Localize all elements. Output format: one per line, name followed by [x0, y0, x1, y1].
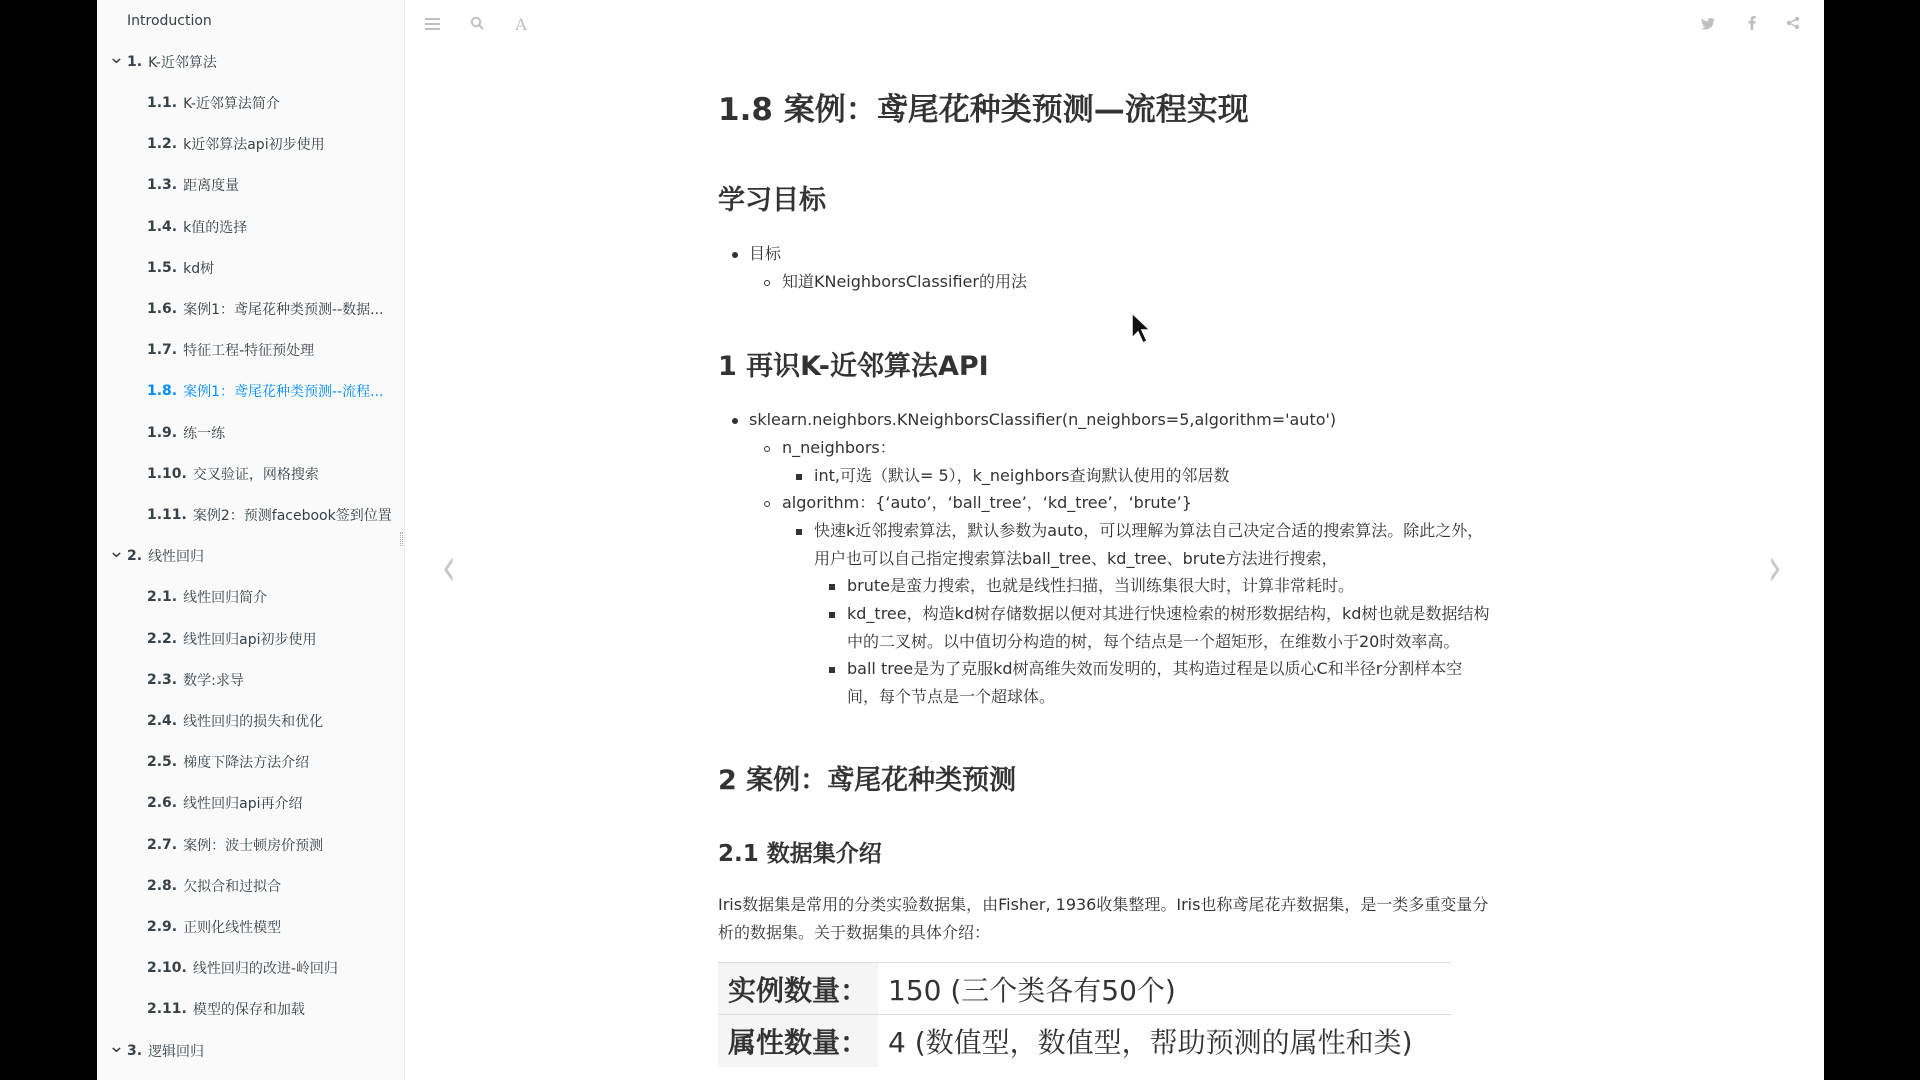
bullet	[829, 584, 835, 590]
sidebar-item-number: 1.10.	[147, 465, 187, 482]
table-key-cell: 实例数量：	[718, 963, 878, 1015]
page-title: 1.8 案例：鸢尾花种类预测—流程实现	[718, 92, 1249, 128]
heading-api: 1 再识K-近邻算法API	[718, 351, 989, 382]
twitter-icon[interactable]	[1699, 16, 1717, 34]
sidebar-item-number: 1.4.	[147, 218, 178, 235]
sidebar-item[interactable]	[97, 783, 405, 824]
sidebar-item[interactable]	[97, 618, 405, 659]
bullet	[796, 474, 802, 480]
param-n-neighbors-desc: int,可选（默认= 5），k_neighbors查询默认使用的邻居数	[814, 466, 1230, 485]
sidebar-item[interactable]	[97, 0, 405, 41]
sidebar-item-label: 线性回归api初步使用	[183, 631, 317, 648]
table-row	[718, 963, 1451, 1015]
chevron-down-icon[interactable]: ⌄	[108, 46, 125, 68]
sidebar-item-number: 2.	[127, 548, 143, 565]
sidebar-item[interactable]	[97, 659, 405, 700]
sidebar-item-number: 2.9.	[147, 918, 178, 935]
menu-icon[interactable]	[423, 16, 441, 34]
sidebar-item-number: 1.3.	[147, 177, 178, 194]
dataset-paragraph-line1: Iris数据集是常用的分类实验数据集，由Fisher, 1936收集整理。Iris也称鸢尾花卉数据集，是一类多重变量分	[718, 895, 1489, 914]
sidebar-item-label: K-近邻算法简介	[183, 95, 280, 112]
heading-case: 2 案例：鸢尾花种类预测	[718, 765, 1017, 796]
api-signature: sklearn.neighbors.KNeighborsClassifier(n_neighbors=5,algorithm='auto')	[749, 410, 1337, 429]
sidebar-item-number: 1.8.	[147, 383, 178, 400]
search-icon[interactable]	[468, 16, 486, 34]
sidebar-item-label: 案例1：鸢尾花种类预测--数据...	[183, 301, 384, 318]
sidebar-item-label: 线性回归api再介绍	[183, 796, 303, 813]
bullet	[796, 529, 802, 535]
sidebar-item-number: 1.6.	[147, 300, 178, 317]
sidebar-item-number: 1.11.	[147, 506, 187, 523]
sidebar-item-label: 练一练	[183, 425, 226, 442]
sidebar-item[interactable]	[97, 82, 405, 123]
sidebar-item-label: 案例2：预测facebook签到位置	[192, 507, 392, 524]
goal-item: 知道KNeighborsClassifier的用法	[782, 272, 1027, 291]
sidebar-item-label: 正则化线性模型	[183, 919, 282, 936]
sidebar-item-number: 2.11.	[147, 1001, 187, 1018]
chevron-down-icon[interactable]: ⌄	[108, 1035, 125, 1057]
sidebar-item-label: 案例：波士顿房价预测	[183, 837, 324, 854]
sidebar-item-label: 梯度下降法方法介绍	[183, 755, 310, 772]
param-n-neighbors: n_neighbors：	[782, 438, 896, 457]
param-algorithm: algorithm：{‘auto’，‘ball_tree’，‘kd_tree’，‘brute’}	[782, 493, 1192, 512]
prev-page-icon[interactable]: ‹	[442, 536, 456, 600]
sidebar-item[interactable]	[97, 577, 405, 618]
sidebar-item[interactable]	[97, 906, 405, 947]
sidebar-item-label: 案例1：鸢尾花种类预测--流程...	[183, 384, 384, 401]
sidebar-item[interactable]	[97, 330, 405, 371]
sidebar-chapter[interactable]	[97, 1030, 405, 1071]
sidebar-item-number: 3.	[127, 1042, 143, 1059]
sidebar-item[interactable]	[97, 165, 405, 206]
font-settings-icon[interactable]: A	[515, 15, 527, 34]
sidebar-item-label: 交叉验证，网格搜索	[192, 466, 319, 483]
sidebar-item[interactable]	[97, 742, 405, 783]
book-window	[97, 0, 1824, 1080]
bullet	[764, 501, 770, 507]
sidebar-item-number: 1.2.	[147, 136, 178, 153]
sidebar-item-number: 1.	[127, 53, 143, 70]
sidebar-item-label: 线性回归简介	[183, 590, 268, 607]
sidebar-item-label: 逻辑回归	[148, 1043, 205, 1060]
sidebar-item-label: 模型的保存和加载	[192, 1002, 305, 1019]
next-page-icon[interactable]: ›	[1768, 536, 1782, 600]
ball-tree-desc-line1: ball tree是为了克服kd树高维失效而发明的，其构造过程是以质心C和半径r分割样本空	[847, 659, 1463, 678]
table-key-cell: 属性数量：	[718, 1015, 878, 1067]
sidebar-item[interactable]	[97, 989, 405, 1030]
sidebar-item-number: 2.5.	[147, 754, 178, 771]
sidebar-item-number: 1.5.	[147, 259, 178, 276]
sidebar-item-number: 1.1.	[147, 94, 178, 111]
sidebar-item[interactable]	[97, 700, 405, 741]
sidebar-item-label: k值的选择	[183, 219, 248, 236]
sidebar-item[interactable]	[97, 412, 405, 453]
brute-desc: brute是蛮力搜索，也就是线性扫描，当训练集很大时，计算非常耗时。	[847, 576, 1354, 595]
sidebar-chapter[interactable]	[97, 41, 405, 82]
bullet	[764, 446, 770, 452]
ball-tree-desc-line2: 间，每个节点是一个超球体。	[847, 687, 1056, 706]
bullet	[829, 612, 835, 618]
dataset-info-table	[718, 962, 1451, 1067]
sidebar-item[interactable]	[97, 124, 405, 165]
sidebar-item-number: 2.1.	[147, 589, 178, 606]
table-row	[718, 1015, 1451, 1067]
goal-label: 目标	[749, 244, 782, 263]
sidebar-item[interactable]	[97, 247, 405, 288]
sidebar-item[interactable]	[97, 865, 405, 906]
sidebar-item-number: 2.3.	[147, 671, 178, 688]
algorithm-desc-line2: 用户也可以自己指定搜索算法ball_tree、kd_tree、brute方法进行搜索，	[814, 549, 1338, 568]
bullet	[764, 280, 770, 286]
bullet	[829, 667, 835, 673]
sidebar-item-label: kd树	[183, 260, 215, 277]
algorithm-desc-line1: 快速k近邻搜索算法，默认参数为auto，可以理解为算法自己决定合适的搜索算法。除此之外，	[814, 521, 1484, 540]
dataset-paragraph-line2: 析的数据集。关于数据集的具体介绍：	[718, 923, 991, 942]
sidebar-item-number: 2.6.	[147, 795, 178, 812]
sidebar-item-label: k近邻算法api初步使用	[183, 137, 325, 154]
kd-tree-desc-line1: kd_tree，构造kd树存储数据以便对其进行快速检索的树形数据结构，kd树也就是数据结构	[847, 604, 1490, 623]
sidebar-item[interactable]	[97, 206, 405, 247]
sidebar-item[interactable]	[97, 453, 405, 494]
sidebar-item-label: 线性回归的损失和优化	[183, 713, 324, 730]
heading-dataset: 2.1 数据集介绍	[718, 841, 882, 867]
mouse-cursor-icon	[1131, 312, 1153, 346]
bullet	[732, 252, 738, 258]
sidebar-item-number: 2.7.	[147, 836, 178, 853]
sidebar-item-label: 特征工程-特征预处理	[183, 343, 315, 360]
sidebar-item-number: 2.10.	[147, 960, 187, 977]
sidebar-item-label: 线性回归的改进-岭回归	[192, 961, 338, 978]
sidebar-item-label: 线性回归	[148, 549, 205, 566]
sidebar-item[interactable]	[97, 494, 405, 535]
bullet	[732, 418, 738, 424]
sidebar-item[interactable]	[97, 371, 405, 412]
table-value-cell: 4 (数值型，数值型，帮助预测的属性和类)	[878, 1015, 1451, 1067]
sidebar-item-label: K-近邻算法	[148, 54, 217, 71]
table-value-cell: 150 (三个类各有50个)	[878, 963, 1451, 1015]
sidebar-item-number: 1.7.	[147, 342, 178, 359]
kd-tree-desc-line2: 中的二叉树。以中值切分构造的树，每个结点是一个超矩形，在维数小于20时效率高。	[847, 632, 1460, 651]
sidebar-item[interactable]	[97, 948, 405, 989]
sidebar-item[interactable]	[97, 288, 405, 329]
sidebar-item-label: 欠拟合和过拟合	[183, 878, 282, 895]
sidebar-item-number: 2.2.	[147, 630, 178, 647]
sidebar-item-label: 距离度量	[183, 178, 240, 195]
sidebar-chapter[interactable]	[97, 536, 405, 577]
toolbar	[405, 0, 1824, 50]
sidebar-item-number: 1.9.	[147, 424, 178, 441]
sidebar	[97, 0, 405, 1080]
sidebar-item-number: 2.4.	[147, 712, 178, 729]
sidebar-resize-handle[interactable]	[400, 532, 403, 546]
heading-learning-goal: 学习目标	[718, 185, 826, 216]
sidebar-item-label: Introduction	[127, 12, 212, 29]
share-icon[interactable]	[1784, 16, 1802, 34]
chevron-down-icon[interactable]: ⌄	[108, 541, 125, 563]
sidebar-item-label: 数学:求导	[183, 672, 244, 689]
facebook-icon[interactable]	[1743, 16, 1761, 34]
sidebar-item[interactable]	[97, 824, 405, 865]
sidebar-item-number: 2.8.	[147, 877, 178, 894]
